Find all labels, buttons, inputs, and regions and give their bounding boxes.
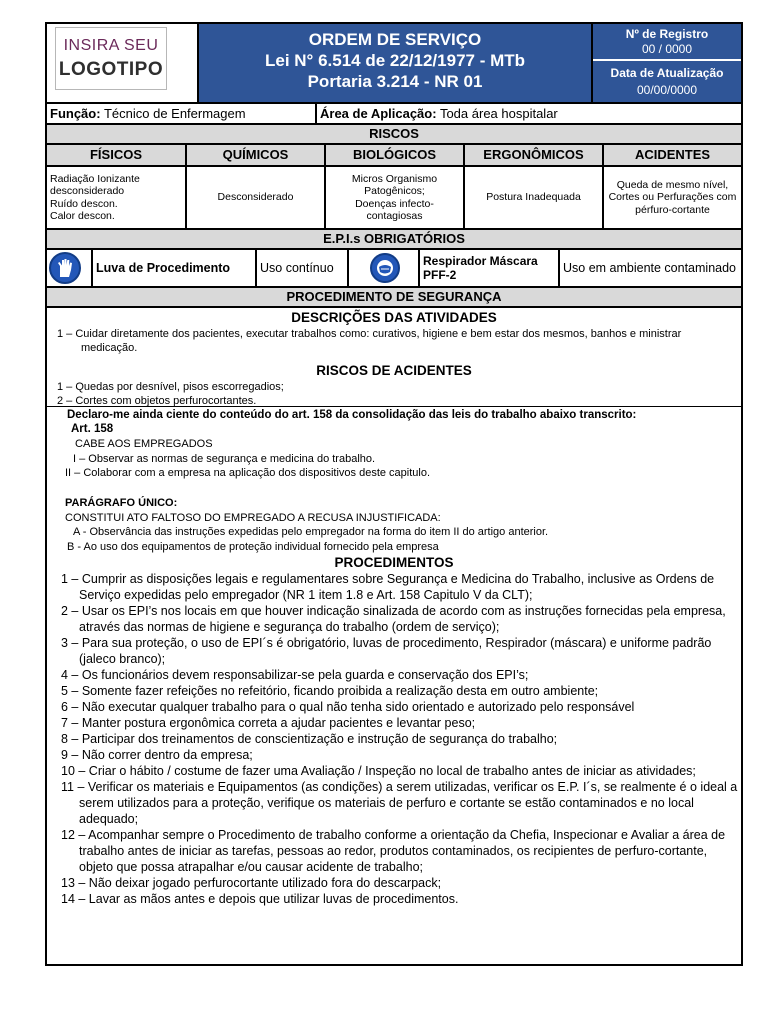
procedures-title: PROCEDIMENTOS — [334, 555, 454, 570]
logo-cell — [47, 24, 199, 102]
risk-fisicos-item: Calor descon. — [50, 210, 115, 222]
paragraph-item-a: A - Observância das instruções expedidas pelo empregador na forma do item II do artigo anterior. — [73, 526, 549, 538]
activity-item: 1 – Cuidar diretamente dos pacientes, executar trabalhos como: curativos, higiene e bem estar dos mesmos, banhos e ministrar medicação. — [57, 328, 682, 354]
category-fisicos: FÍSICOS — [89, 147, 142, 162]
procedure-item: 13 – Não deixar jogado perfurocortante utilizado fora do descarpack; — [61, 876, 442, 890]
title-line1: ORDEM DE SERVIÇO — [308, 30, 482, 49]
document-title — [199, 24, 593, 102]
accident-risk-item: 1 – Quedas por desnível, pisos escorregadios; — [57, 381, 284, 393]
risk-acidentes-items — [602, 167, 741, 228]
risk-fisicos-items — [47, 167, 185, 228]
update-date — [593, 63, 741, 102]
logo-text-line1: INSIRA SEU — [63, 37, 159, 54]
art-158: Art. 158 — [71, 423, 114, 435]
category-ergonomicos: ERGONÔMICOS — [463, 145, 602, 165]
risk-ergonomicos-items: Postura Inadequada — [463, 167, 602, 228]
logo-placeholder — [55, 27, 167, 90]
function-label: Função: — [50, 106, 101, 121]
category-biologicos: BIOLÓGICOS — [324, 145, 463, 165]
procedure-item: 14 – Lavar as mãos antes e depois que utilizar luvas de procedimentos. — [61, 892, 459, 906]
registration-label: Nº de Registro — [625, 27, 709, 41]
procedure-item: 11 – Verificar os materiais e Equipamentos (as condições) a serem utilizadas, verificar os E.P. I´s, se realmente é o ideal a serem utilizados para a proteção, verifique os materiais de perfuro e cortante se estão contaminados e no local adequado; — [61, 780, 738, 826]
ppe-item1-use: Uso contínuo — [255, 250, 347, 286]
procedure-item: 10 – Criar o hábito / costume de fazer uma Avaliação / Inspeção no local de trabalho antes de iniciar as atividades; — [61, 764, 696, 778]
service-order-document — [45, 22, 743, 966]
ppe-item2-use: Uso em ambiente contaminado — [558, 250, 741, 286]
document-header — [47, 24, 741, 102]
risk-categories-row — [47, 143, 741, 165]
update-date-label: Data de Atualização — [610, 66, 724, 80]
category-quimicos: QUÍMICOS — [185, 145, 324, 165]
activities-title: DESCRIÇÕES DAS ATIVIDADES — [291, 310, 497, 325]
procedures-list — [47, 571, 741, 907]
function-value: Técnico de Enfermagem — [103, 106, 246, 121]
category-acidentes: ACIDENTES — [602, 145, 741, 165]
procedure-item: 1 – Cumprir as disposições legais e regulamentares sobre Segurança e Medicina do Trabalho, inclusive as Ordens de Serviço expedidas pelo empregador (NR 1 item 1.8 e Art. 158 Capitulo V da CLT); — [61, 572, 715, 602]
ppe-icon-cell — [347, 250, 418, 286]
logo-text-line2: LOGOTIPO — [58, 59, 164, 80]
activities-section — [47, 306, 741, 406]
risk-items-row — [47, 165, 741, 228]
risks-heading: RISCOS — [47, 123, 741, 143]
accident-risks-title: RISCOS DE ACIDENTES — [316, 363, 472, 378]
ppe-heading: E.P.I.s OBRIGATÓRIOS — [47, 228, 741, 248]
title-line2: Lei N° 6.514 de 22/12/1977 - MTb — [264, 51, 526, 70]
paragraph-title: PARÁGRAFO ÚNICO: — [65, 497, 178, 509]
function-cell — [47, 104, 315, 123]
registration-cell — [593, 24, 741, 102]
procedure-item: 7 – Manter postura ergonômica correta a ajudar pacientes e levantar peso; — [61, 716, 476, 730]
ppe-item2-name: Respirador Máscara PFF-2 — [418, 250, 558, 286]
area-cell — [315, 104, 741, 123]
title-line3: Portaria 3.214 - NR 01 — [307, 72, 483, 91]
procedure-item: 4 – Os funcionários devem responsabilizar-se pela guarda e conservação dos EPI’s; — [61, 668, 529, 682]
risk-fisicos-item: Radiação Ionizante desconsiderado — [50, 172, 140, 197]
declaration-intro: Declaro-me ainda ciente do conteúdo do art. 158 da consolidação das leis do trabalho abaixo transcrito: — [67, 409, 637, 421]
accident-risk-item: 2 – Cortes com objetos perfurocortantes. — [57, 395, 257, 407]
procedure-item: 9 – Não correr dentro da empresa; — [61, 748, 253, 762]
ppe-icon-cell — [47, 250, 91, 286]
procedure-item: 8 – Participar dos treinamentos de conscientização e instrução de segurança do trabalho; — [61, 732, 558, 746]
risk-acidentes-item: Cortes ou Perfurações com pérfuro-cortante — [608, 191, 737, 216]
cabe-empregados: CABE AOS EMPREGADOS — [75, 438, 213, 450]
declaration-procedures-section — [47, 406, 741, 964]
ppe-item1-name: Luva de Procedimento — [91, 250, 255, 286]
risk-fisicos-item: Ruído descon. — [50, 197, 118, 210]
area-label: Área de Aplicação: — [320, 106, 437, 121]
update-date-value: 00/00/0000 — [636, 83, 698, 97]
ppe-row — [47, 248, 741, 286]
registration-value: 00 / 0000 — [641, 42, 693, 56]
function-area-row — [47, 102, 741, 123]
procedure-item: 3 – Para sua proteção, o uso de EPI´s é obrigatório, luvas de procedimento, Respirador (máscara) e uniforme padrão (jaleco branco); — [61, 636, 712, 666]
risk-biologicos-item: Doenças infecto-contagiosas — [355, 197, 434, 222]
procedure-item: 2 – Usar os EPI’s nos locais em que houver indicação sinalizada de acordo com as instruções fornecidas pela empresa, através das normas de higiene e segurança do trabalho (ordem de serviço); — [61, 604, 726, 634]
risk-acidentes-item: Queda de mesmo nível, — [616, 178, 729, 191]
risk-quimicos-items: Desconsiderado — [185, 167, 324, 228]
article-item-i: I – Observar as normas de segurança e medicina do trabalho. — [73, 453, 376, 465]
glove-icon — [49, 252, 81, 284]
safety-procedure-heading: PROCEDIMENTO DE SEGURANÇA — [47, 286, 741, 306]
article-item-ii: II – Colaborar com a empresa na aplicação dos dispositivos deste capitulo. — [65, 467, 431, 479]
risk-biologicos-items — [324, 167, 463, 228]
mask-icon — [370, 253, 400, 283]
paragraph-constitui: CONSTITUI ATO FALTOSO DO EMPREGADO A RECUSA INJUSTIFICADA: — [65, 512, 441, 524]
procedure-item: 12 – Acompanhar sempre o Procedimento de trabalho conforme a orientação da Chefia, Inspecionar e Avaliar a área de trabalho antes de iniciar as tarefas, pessoas ao redor, produtos contaminados, os recipientes de perfuro-cortante, objeto que possa atrapalhar e/ou causar acidente de trabalho; — [61, 828, 726, 874]
paragraph-item-b: B - Ao uso dos equipamentos de proteção individual fornecido pela empresa — [67, 541, 439, 553]
risk-biologicos-item: Micros Organismo Patogênicos; — [351, 172, 438, 197]
area-value: Toda área hospitalar — [439, 106, 558, 121]
procedure-item: 5 – Somente fazer refeições no refeitório, ficando proibida a realização desta em outro ambiente; — [61, 684, 599, 698]
registration-number — [593, 24, 741, 61]
procedure-item: 6 – Não executar qualquer trabalho para o qual não tenha sido orientado e autorizado pelo responsável — [61, 700, 635, 714]
